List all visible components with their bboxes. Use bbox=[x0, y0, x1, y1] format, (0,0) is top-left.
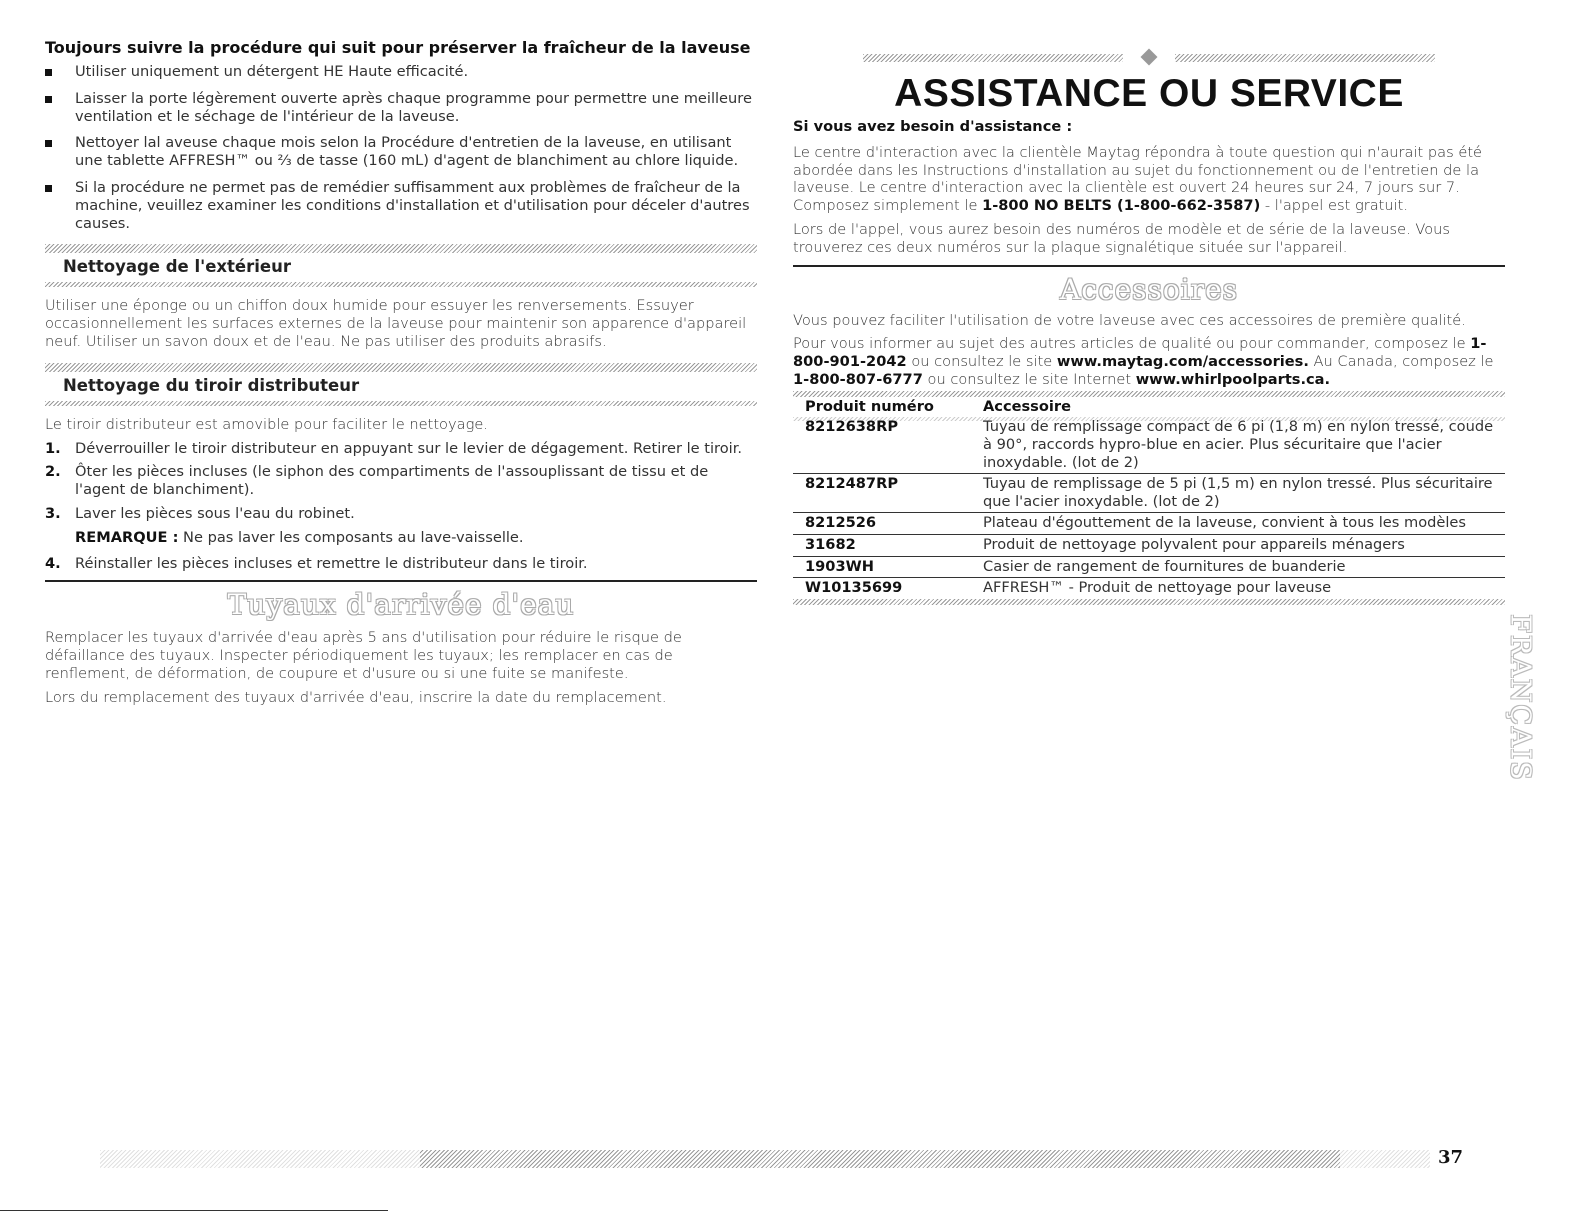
accessories-order: Pour vous informer au sujet des autres articles de qualité ou pour commander, composez le 1-800-901-2042 ou consultez le site www.maytag.com/accessories. Au Canada, composez le 1-800-807-6777 ou consultez le site Internet www.whirlpoolparts.ca. bbox=[793, 335, 1494, 388]
diamond-icon bbox=[1141, 49, 1158, 66]
hoses-title: Tuyaux d'arrivée d'eau bbox=[227, 588, 575, 622]
help-text: Le centre d'interaction avec la clientèle Maytag répondra à toute question qui n'aurait pas été abordée dans les Instructions d'installation au sujet du fonctionnement ou de l'entretien de la laveuse. Le centre d'interaction avec la clientèle est ouvert 24 heures sur 24, 7 jours sur 7. Composez simplement le 1-800 NO BELTS (1-800-662-3587) - l'appel est gratuit. bbox=[793, 143, 1483, 215]
table-row bbox=[793, 513, 1505, 535]
divider bbox=[45, 401, 757, 406]
part-number: 31682 bbox=[793, 534, 983, 556]
drawer-note: REMARQUE : Ne pas laver les composants au lave-vaisselle. bbox=[75, 528, 524, 546]
list-item: Nettoyer lal aveuse chaque mois selon la Procédure d'entretien de la laveuse, en utilisant une tablette AFFRESH™ ou ⅔ de tasse (160 mL) d'agent de blanchiment au chlore liquide. bbox=[45, 134, 757, 170]
divider bbox=[45, 363, 757, 372]
drawer-title: Nettoyage du tiroir distributeur bbox=[63, 375, 360, 395]
part-number: 8212487RP bbox=[793, 474, 983, 513]
accessories-table bbox=[793, 397, 1505, 599]
drawer-intro: Le tiroir distributeur est amovible pour faciliter le nettoyage. bbox=[45, 415, 488, 433]
divider bbox=[0, 1210, 388, 1211]
part-number: 1903WH bbox=[793, 556, 983, 578]
list-item: Si la procédure ne permet pas de remédier suffisamment aux problèmes de fraîcheur de la machine, veuillez examiner les conditions d'installation et d'utilisation pour déceler d'autres causes. bbox=[45, 179, 757, 232]
page-title: ASSISTANCE OU SERVICE bbox=[894, 72, 1404, 115]
accessories-title: Accessoires bbox=[1059, 272, 1239, 306]
list-item: Laisser la porte légèrement ouverte après chaque programme pour permettre une meilleure ventilation et le séchage de l'intérieur de la laveuse. bbox=[45, 90, 757, 126]
column-header: Produit numéro bbox=[805, 397, 934, 415]
freshness-title: Toujours suivre la procédure qui suit pour préserver la fraîcheur de la laveuse bbox=[45, 38, 751, 57]
page-number: 37 bbox=[1438, 1147, 1464, 1168]
table-row bbox=[793, 474, 1505, 513]
accessory-desc: Tuyau de remplissage compact de 6 pi (1,8 m) en nylon tressé, coude à 90°, raccords hypro-blue en acier. Plus sécuritaire que l'acier inoxydable. (lot de 2) bbox=[983, 417, 1505, 473]
list-item: 2. Ôter les pièces incluses (le siphon des compartiments de l'assouplissant de tissu et de l'agent de blanchiment). bbox=[45, 463, 709, 499]
freshness-list bbox=[45, 63, 757, 232]
divider bbox=[45, 244, 757, 253]
list-item: 4. Réinstaller les pièces incluses et remettre le distributeur dans le tiroir. bbox=[45, 554, 588, 572]
drawer-steps bbox=[45, 440, 757, 523]
divider bbox=[45, 282, 757, 287]
right-column bbox=[793, 40, 1505, 605]
help-text-2: Lors de l'appel, vous aurez besoin des numéros de modèle et de série de la laveuse. Vous trouverez ces deux numéros sur la plaque signalétique située sur l'appareil. bbox=[793, 220, 1451, 256]
table-header bbox=[793, 397, 1505, 418]
accessory-desc: Plateau d'égouttement de la laveuse, convient à tous les modèles bbox=[983, 513, 1505, 535]
divider bbox=[793, 599, 1505, 605]
table-row bbox=[793, 578, 1505, 599]
title-ornament bbox=[863, 50, 1435, 66]
accessory-desc: AFFRESH™ - Produit de nettoyage pour laveuse bbox=[983, 578, 1505, 599]
divider bbox=[45, 580, 757, 582]
table-row bbox=[793, 556, 1505, 578]
part-number: 8212638RP bbox=[793, 417, 983, 473]
left-column bbox=[45, 38, 757, 707]
list-item: Utiliser uniquement un détergent HE Haute efficacité. bbox=[45, 63, 757, 81]
list-item: 1. Déverrouiller le tiroir distributeur en appuyant sur le levier de dégagement. Retirer le tiroir. bbox=[45, 439, 743, 457]
divider bbox=[793, 265, 1505, 267]
language-tab bbox=[1503, 614, 1537, 782]
help-label: Si vous avez besoin d'assistance : bbox=[793, 118, 1073, 135]
accessory-desc: Produit de nettoyage polyvalent pour appareils ménagers bbox=[983, 534, 1505, 556]
hoses-text: Remplacer les tuyaux d'arrivée d'eau après 5 ans d'utilisation pour réduire le risque de défaillance des tuyaux. Inspecter périodiquement les tuyaux; les remplacer en cas de renflement, de déformation, de coupure et d'usure ou si une fuite se manifeste. bbox=[45, 629, 682, 682]
table-row bbox=[793, 534, 1505, 556]
language-tab-label: FRANÇAIS bbox=[1504, 614, 1536, 782]
column-header: Accessoire bbox=[983, 397, 1071, 415]
exterior-text: Utiliser une éponge ou un chiffon doux humide pour essuyer les renversements. Essuyer occasionnellement les surfaces externes de la laveuse pour maintenir son apparence d'appareil neuf. Utiliser un savon doux et de l'eau. Ne pas utiliser des produits abrasifs. bbox=[45, 297, 747, 350]
exterior-title: Nettoyage de l'extérieur bbox=[63, 257, 291, 277]
accessory-desc: Tuyau de remplissage de 5 pi (1,5 m) en nylon tressé. Plus sécuritaire que l'acier inoxydable. (lot de 2) bbox=[983, 474, 1505, 513]
accessory-desc: Casier de rangement de fournitures de buanderie bbox=[983, 556, 1505, 578]
hoses-text-2: Lors du remplacement des tuyaux d'arrivée d'eau, inscrire la date du remplacement. bbox=[45, 688, 667, 706]
table-row bbox=[793, 417, 1505, 473]
accessories-intro: Vous pouvez faciliter l'utilisation de votre laveuse avec ces accessoires de première qualité. bbox=[793, 311, 1466, 329]
part-number: W10135699 bbox=[793, 578, 983, 599]
part-number: 8212526 bbox=[793, 513, 983, 535]
list-item: 3. Laver les pièces sous l'eau du robinet. bbox=[45, 504, 355, 522]
footer-bar bbox=[100, 1150, 1430, 1168]
